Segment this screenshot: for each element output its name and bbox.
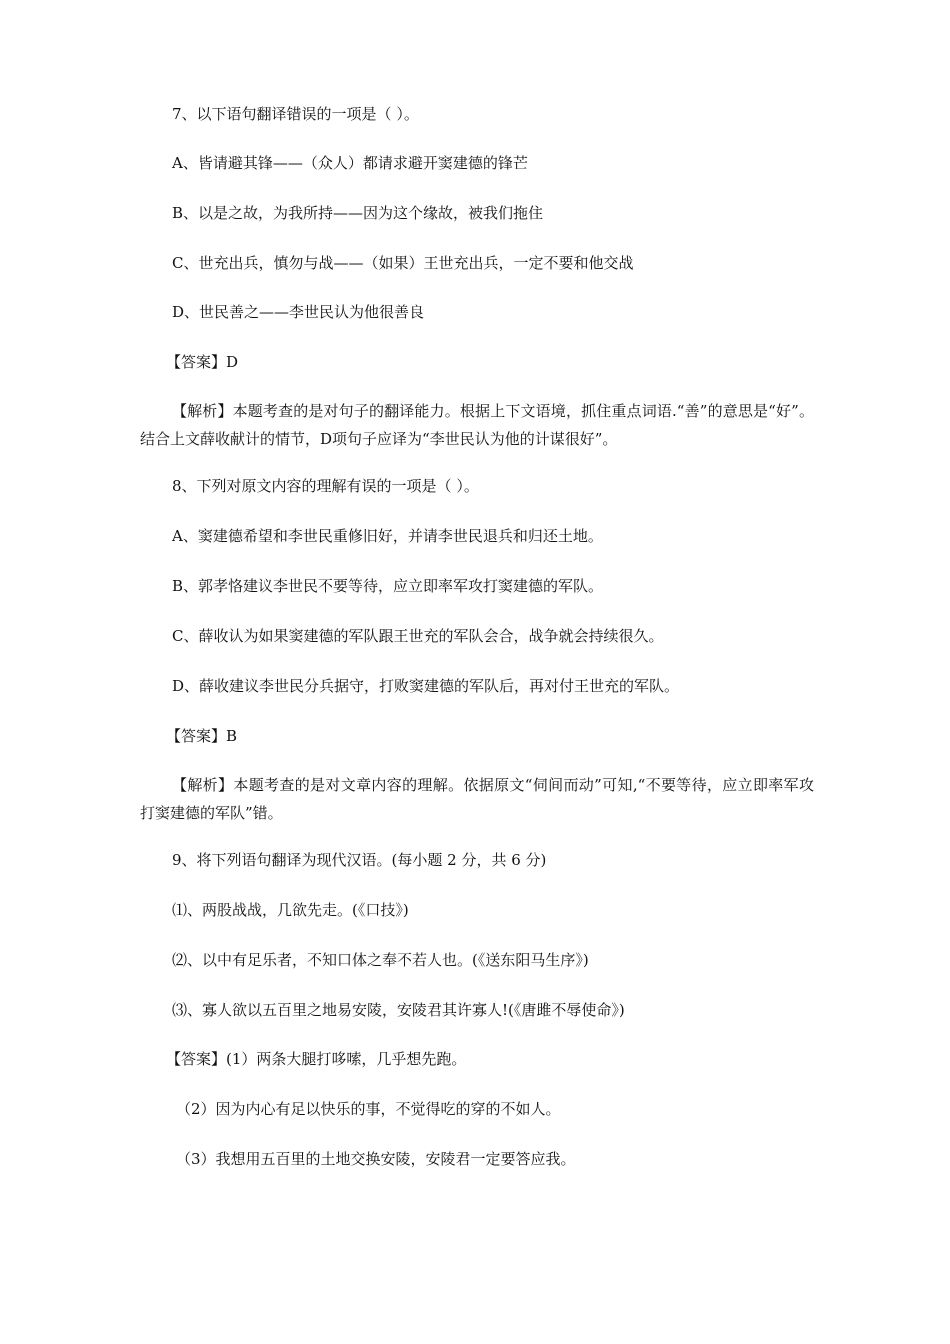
q7-answer [166, 352, 238, 372]
q9-answer-1 [166, 1049, 466, 1069]
q8-option-b: B、郭孝恪建议李世民不要等待，应立即率军攻打窦建德的军队。 [172, 577, 604, 595]
q9-answer-2: （2）因为内心有足以快乐的事，不觉得吃的穿的不如人。 [176, 1100, 561, 1118]
analysis-text: 本题考查的是对文章内容的理解。依据原文“伺间而动”可知,“不要等待，应立即率军攻打窦建德的军队”错。 [140, 776, 814, 822]
q7-option-c: C、世充出兵，慎勿与战——（如果）王世充出兵，一定不要和他交战 [172, 254, 634, 272]
q9-stem: 9、将下列语句翻译为现代汉语。(每小题 2 分，共 6 分) [172, 851, 547, 869]
q8-option-c: C、薛收认为如果窦建德的军队跟王世充的军队会合，战争就会持续很久。 [172, 627, 664, 645]
q8-stem: 8、下列对原文内容的理解有误的一项是（ ）。 [172, 477, 479, 495]
answer-tag: 【答案】 [166, 353, 227, 371]
q8-analysis [140, 771, 814, 827]
answer-tag: 【答案】 [166, 1050, 227, 1068]
q9-answer-3: （3）我想用五百里的土地交换安陵，安陵君一定要答应我。 [176, 1150, 576, 1168]
answer-tag: 【答案】 [166, 727, 227, 745]
q7-option-a: A、皆请避其锋——（众人）都请求避开窦建德的锋芒 [172, 154, 528, 172]
analysis-tag: 【解析】 [172, 776, 234, 794]
answer-value: B [226, 727, 238, 745]
q7-option-b: B、以是之故，为我所持——因为这个缘故，被我们拖住 [172, 204, 544, 222]
answer-value: D [226, 353, 239, 371]
q7-stem: 7、以下语句翻译错误的一项是（ ）。 [172, 105, 419, 123]
answer-value: (1）两条大腿打哆嗦，几乎想先跑。 [226, 1050, 467, 1068]
q8-answer [166, 726, 237, 746]
q7-option-d: D、世民善之——李世民认为他很善良 [172, 303, 425, 321]
q9-item-1: ⑴、两股战战，几欲先走。(《口技》) [172, 901, 409, 919]
q7-analysis [140, 397, 814, 453]
analysis-tag: 【解析】 [172, 402, 233, 420]
q8-option-a: A、窦建德希望和李世民重修旧好，并请李世民退兵和归还土地。 [172, 527, 603, 545]
q9-item-3: ⑶、寡人欲以五百里之地易安陵，安陵君其许寡人!(《唐雎不辱使命》) [172, 1001, 625, 1019]
q8-option-d: D、薛收建议李世民分兵据守，打败窦建德的军队后，再对付王世充的军队。 [172, 677, 680, 695]
analysis-text: 本题考查的是对句子的翻译能力。根据上下文语境，抓住重点词语.“善”的意思是“好”。结合上文薛收献计的情节，D项句子应译为“李世民认为他的计谋很好”。 [140, 402, 814, 448]
q9-item-2: ⑵、以中有足乐者，不知口体之奉不若人也。(《送东阳马生序》) [172, 951, 589, 969]
